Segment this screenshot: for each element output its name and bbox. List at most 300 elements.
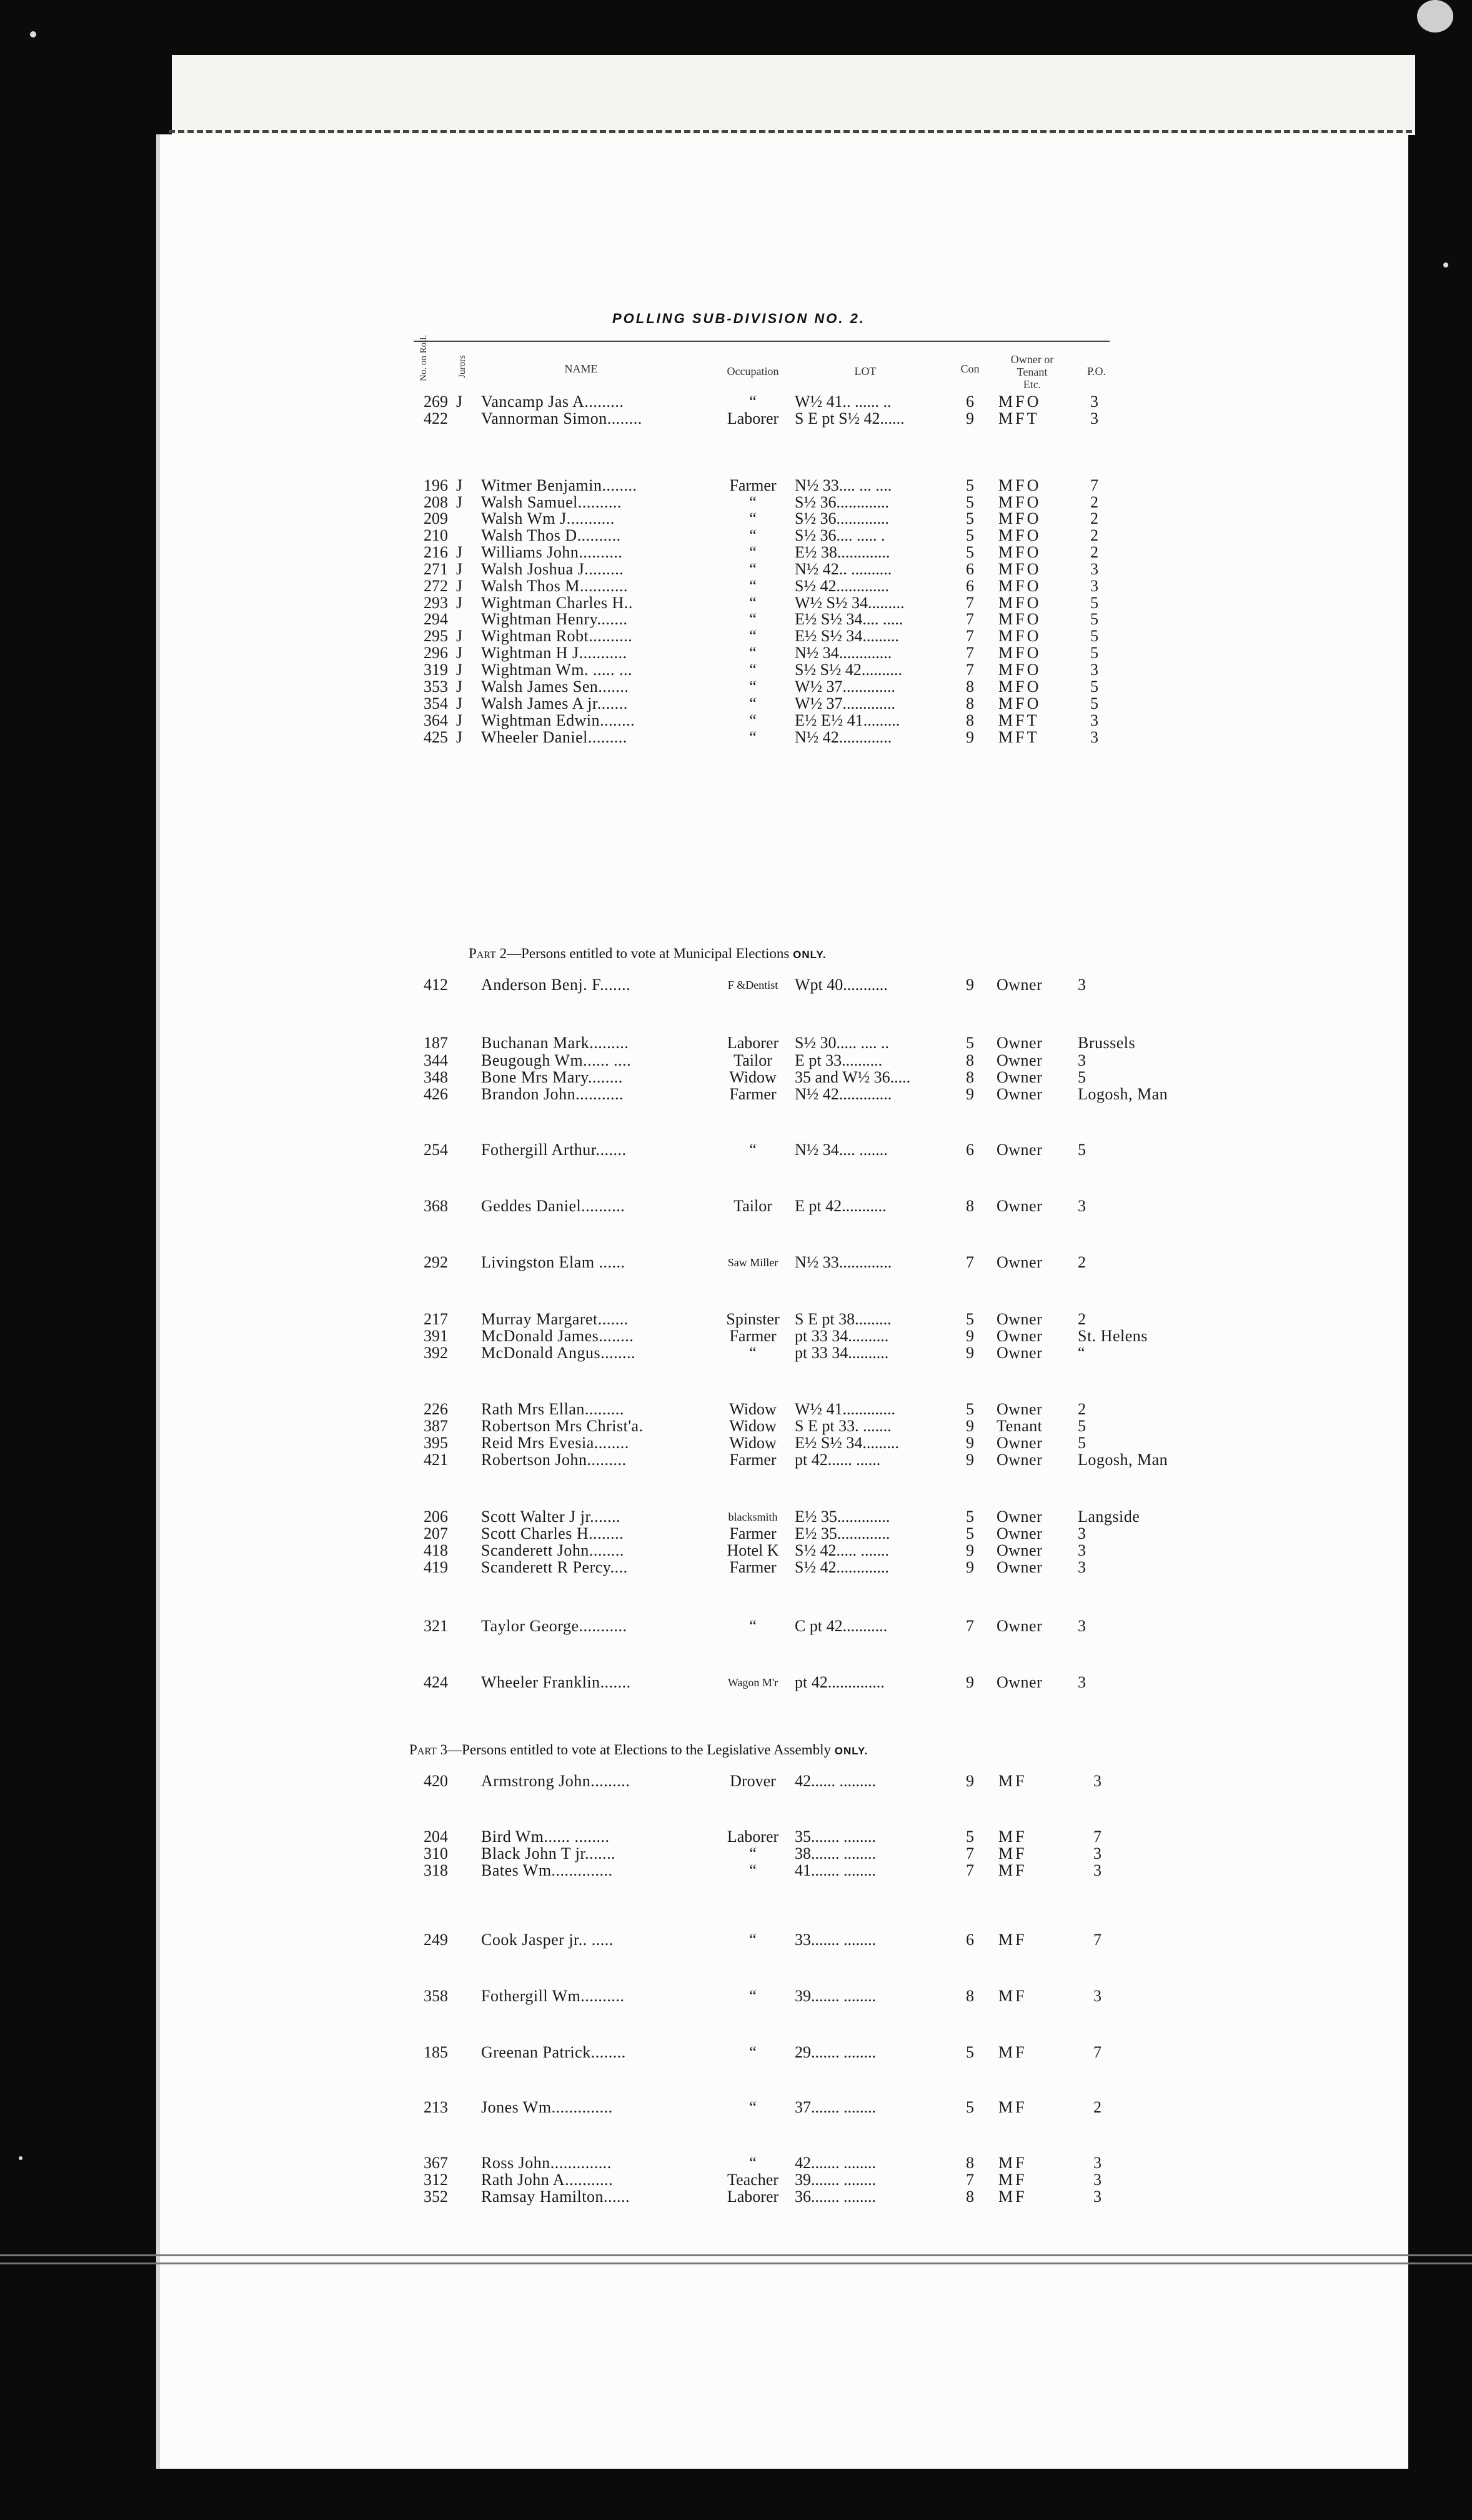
owner-status: MF <box>998 2098 1027 2116</box>
occupation: Widow <box>729 1434 777 1452</box>
occupation: “ <box>749 610 757 628</box>
part2-text: —Persons entitled to vote at Municipal Elections <box>507 946 790 961</box>
occupation: Widow <box>729 1417 777 1435</box>
voter-name: Robertson Mrs Christ'a. <box>481 1417 644 1435</box>
concession: 5 <box>966 526 974 544</box>
header-roll: No. on Roll. <box>419 334 429 381</box>
owner-status: MF <box>998 2188 1027 2206</box>
voter-row <box>0 527 1472 544</box>
occupation: “ <box>749 594 757 612</box>
concession: 7 <box>966 1844 974 1862</box>
voter-row <box>0 695 1472 712</box>
occupation: “ <box>749 577 757 595</box>
header-owner-2: Tenant <box>1017 366 1048 378</box>
owner-status: Owner <box>997 1558 1043 1576</box>
concession: 9 <box>966 1541 974 1559</box>
concession: 5 <box>966 1310 974 1328</box>
voter-row <box>0 1845 1472 1862</box>
post-office: 5 <box>1078 1141 1087 1159</box>
juror-mark: J <box>456 627 463 645</box>
concession: 6 <box>966 1931 974 1949</box>
concession: 5 <box>966 1524 974 1542</box>
header-name: NAME <box>564 362 598 375</box>
roll-number: 368 <box>424 1197 448 1215</box>
owner-status: MFO <box>998 493 1042 511</box>
post-office: 7 <box>1093 1931 1102 1949</box>
roll-number: 249 <box>424 1931 448 1949</box>
lot: S½ 42............. <box>795 577 889 595</box>
concession: 9 <box>966 1434 974 1452</box>
lot: S½ 30..... .... .. <box>795 1034 889 1052</box>
post-office: St. Helens <box>1078 1327 1148 1345</box>
post-office: 3 <box>1090 409 1098 428</box>
scan-artifact-line <box>0 2254 1472 2256</box>
owner-status: Owner <box>997 1034 1043 1052</box>
post-office: 7 <box>1093 2043 1102 2061</box>
voter-name: Cook Jasper jr.. ..... <box>481 1931 614 1949</box>
lot: 33....... ........ <box>795 1931 876 1949</box>
occupation: “ <box>749 1344 757 1362</box>
voter-row <box>0 628 1472 645</box>
occupation: Farmer <box>729 1327 777 1345</box>
lot: E pt 42........... <box>795 1197 887 1215</box>
roll-number: 310 <box>424 1844 448 1862</box>
voter-name: Walsh Joshua J......... <box>481 560 624 578</box>
occupation: “ <box>749 1987 757 2005</box>
voter-name: McDonald James........ <box>481 1327 634 1345</box>
owner-status: MF <box>998 1828 1027 1846</box>
owner-status: MFT <box>998 728 1040 746</box>
juror-mark: J <box>456 476 463 494</box>
roll-number: 272 <box>424 577 448 595</box>
owner-status: MF <box>998 1844 1027 1862</box>
post-office: 7 <box>1093 1828 1102 1846</box>
roll-number: 392 <box>424 1344 448 1362</box>
voter-row <box>0 1862 1472 1879</box>
concession: 9 <box>966 1772 974 1790</box>
concession: 9 <box>966 1344 974 1362</box>
concession: 5 <box>966 1034 974 1052</box>
lot: N½ 42............. <box>795 728 892 746</box>
roll-number: 387 <box>424 1417 448 1435</box>
lot: 29....... ........ <box>795 2043 876 2061</box>
roll-number: 295 <box>424 627 448 645</box>
scan-speck <box>1443 262 1448 268</box>
voter-row <box>0 1141 1472 1159</box>
occupation: Spinster <box>726 1310 780 1328</box>
voter-row <box>0 1828 1472 1846</box>
lot: W½ 41.. ...... .. <box>795 392 892 411</box>
post-office: 3 <box>1078 1524 1087 1542</box>
concession: 8 <box>966 694 974 712</box>
juror-mark: J <box>456 493 463 511</box>
roll-number: 269 <box>424 392 448 411</box>
juror-mark: J <box>456 560 463 578</box>
voter-name: Bates Wm.............. <box>481 1861 613 1879</box>
voter-name: Armstrong John......... <box>481 1772 630 1790</box>
occupation: “ <box>749 509 757 528</box>
concession: 9 <box>966 1327 974 1345</box>
post-office: 3 <box>1090 560 1098 578</box>
part2-heading <box>469 946 827 962</box>
occupation: Hotel K <box>727 1541 779 1559</box>
voter-row <box>0 1344 1472 1362</box>
voter-row <box>0 1508 1472 1526</box>
roll-number: 422 <box>424 409 448 428</box>
concession: 8 <box>966 2188 974 2206</box>
lot: pt 33 34.......... <box>795 1344 889 1362</box>
owner-status: Owner <box>997 1310 1043 1328</box>
voter-row <box>0 1069 1472 1086</box>
owner-status: MF <box>998 1931 1027 1949</box>
occupation: Laborer <box>727 1828 779 1846</box>
part2-label: Part 2 <box>469 946 507 961</box>
owner-status: MFO <box>998 392 1042 411</box>
roll-number: 353 <box>424 678 448 696</box>
concession: 6 <box>966 560 974 578</box>
post-office: 2 <box>1090 543 1098 561</box>
voter-name: Walsh Thos D.......... <box>481 526 621 544</box>
voter-row <box>0 1418 1472 1435</box>
occupation: Tailor <box>734 1197 772 1215</box>
post-office: 2 <box>1078 1310 1087 1328</box>
owner-status: Owner <box>997 1673 1043 1691</box>
voter-row <box>0 1618 1472 1635</box>
roll-number: 319 <box>424 661 448 679</box>
lot: C pt 42........... <box>795 1617 888 1635</box>
post-office: Langside <box>1078 1508 1140 1526</box>
voter-name: Wightman Robt.......... <box>481 627 633 645</box>
part2-only: ONLY. <box>793 949 827 961</box>
page-top-margin <box>172 55 1415 135</box>
occupation: Farmer <box>729 1524 777 1542</box>
roll-number: 364 <box>424 711 448 729</box>
post-office: 3 <box>1078 1673 1087 1691</box>
voter-name: Jones Wm.............. <box>481 2098 613 2116</box>
roll-number: 321 <box>424 1617 448 1635</box>
concession: 6 <box>966 392 974 411</box>
occupation: “ <box>749 728 757 746</box>
owner-status: MFO <box>998 610 1042 628</box>
roll-number: 196 <box>424 476 448 494</box>
post-office: 3 <box>1078 1617 1087 1635</box>
roll-number: 418 <box>424 1541 448 1559</box>
roll-number: 209 <box>424 509 448 528</box>
post-office: 3 <box>1093 2188 1102 2206</box>
lot: S½ 42............. <box>795 1558 889 1576</box>
owner-status: MF <box>998 2171 1027 2189</box>
post-office: Logosh, Man <box>1078 1451 1168 1469</box>
occupation: Wagon M'r <box>727 1676 778 1689</box>
voter-row <box>0 1931 1472 1949</box>
voter-name: Wightman Henry....... <box>481 610 628 628</box>
voter-row <box>0 1988 1472 2005</box>
lot: E½ 35............. <box>795 1508 890 1526</box>
post-office: 2 <box>1090 493 1098 511</box>
concession: 9 <box>966 976 974 994</box>
lot: 35....... ........ <box>795 1828 876 1846</box>
voter-name: Scott Walter J jr....... <box>481 1508 621 1526</box>
juror-mark: J <box>456 694 463 712</box>
owner-status: Owner <box>997 1617 1043 1635</box>
concession: 7 <box>966 1861 974 1879</box>
post-office: 3 <box>1078 1541 1087 1559</box>
occupation: “ <box>749 526 757 544</box>
voter-row <box>0 678 1472 696</box>
roll-number: 391 <box>424 1327 448 1345</box>
voter-row <box>0 976 1472 994</box>
roll-number: 358 <box>424 1987 448 2005</box>
post-office: 2 <box>1090 526 1098 544</box>
part3-heading <box>409 1742 868 1758</box>
owner-status: MFO <box>998 476 1042 494</box>
voter-name: Scanderett R Percy.... <box>481 1558 628 1576</box>
occupation: “ <box>749 1617 757 1635</box>
post-office: 3 <box>1078 1197 1087 1215</box>
scan-speck <box>30 31 36 38</box>
lot: E½ S½ 34......... <box>795 627 899 645</box>
voter-name: Witmer Benjamin........ <box>481 476 637 494</box>
voter-row <box>0 1311 1472 1328</box>
roll-number: 185 <box>424 2043 448 2061</box>
roll-number: 367 <box>424 2154 448 2172</box>
roll-number: 187 <box>424 1034 448 1052</box>
voter-name: Rath Mrs Ellan......... <box>481 1400 624 1418</box>
lot: pt 33 34.......... <box>795 1327 889 1345</box>
occupation: “ <box>749 392 757 411</box>
post-office: 3 <box>1078 976 1087 994</box>
owner-status: Owner <box>997 1197 1043 1215</box>
voter-row <box>0 393 1472 411</box>
voter-name: Walsh Wm J........... <box>481 509 615 528</box>
roll-number: 318 <box>424 1861 448 1879</box>
voter-name: Taylor George........... <box>481 1617 627 1635</box>
lot: S E pt 38......... <box>795 1310 892 1328</box>
voter-row <box>0 544 1472 561</box>
owner-status: MFO <box>998 644 1042 662</box>
concession: 5 <box>966 2043 974 2061</box>
voter-name: Scanderett John........ <box>481 1541 624 1559</box>
occupation: “ <box>749 678 757 696</box>
post-office: 3 <box>1093 1772 1102 1790</box>
roll-number: 207 <box>424 1524 448 1542</box>
owner-status: MFO <box>998 678 1042 696</box>
voter-row <box>0 594 1472 612</box>
occupation: Farmer <box>729 1085 777 1103</box>
post-office: 3 <box>1093 1844 1102 1862</box>
header-rule <box>414 341 1110 342</box>
voter-name: Murray Margaret....... <box>481 1310 629 1328</box>
roll-number: 208 <box>424 493 448 511</box>
owner-status: MF <box>998 2154 1027 2172</box>
roll-number: 293 <box>424 594 448 612</box>
owner-status: MFO <box>998 577 1042 595</box>
concession: 9 <box>966 1451 974 1469</box>
voter-row <box>0 1254 1472 1271</box>
concession: 5 <box>966 476 974 494</box>
owner-status: MFT <box>998 711 1040 729</box>
occupation: Farmer <box>729 1558 777 1576</box>
lot: pt 42.............. <box>795 1673 885 1691</box>
lot: S E pt 33. ....... <box>795 1417 892 1435</box>
roll-number: 354 <box>424 694 448 712</box>
voter-name: Wightman Wm. ..... ... <box>481 661 633 679</box>
concession: 8 <box>966 1197 974 1215</box>
perforation-line <box>169 130 1412 133</box>
occupation: Farmer <box>729 476 777 494</box>
concession: 9 <box>966 1673 974 1691</box>
juror-mark: J <box>456 661 463 679</box>
concession: 7 <box>966 610 974 628</box>
voter-name: Buchanan Mark......... <box>481 1034 629 1052</box>
voter-name: Fothergill Arthur....... <box>481 1141 627 1159</box>
lot: 42....... ........ <box>795 2154 876 2172</box>
occupation: “ <box>749 2098 757 2116</box>
roll-number: 210 <box>424 526 448 544</box>
juror-mark: J <box>456 711 463 729</box>
concession: 6 <box>966 1141 974 1159</box>
concession: 5 <box>966 509 974 528</box>
voter-name: Fothergill Wm.......... <box>481 1987 625 2005</box>
occupation: “ <box>749 644 757 662</box>
owner-status: Owner <box>997 1085 1043 1103</box>
owner-status: MFO <box>998 560 1042 578</box>
post-office: 2 <box>1090 509 1098 528</box>
owner-status: Owner <box>997 976 1043 994</box>
owner-status: MFO <box>998 526 1042 544</box>
occupation: “ <box>749 1861 757 1879</box>
lot: Wpt 40........... <box>795 976 888 994</box>
occupation: “ <box>749 560 757 578</box>
voter-row <box>0 2099 1472 2116</box>
post-office: Logosh, Man <box>1078 1085 1168 1103</box>
occupation: “ <box>749 1931 757 1949</box>
post-office: 5 <box>1078 1068 1087 1086</box>
juror-mark: J <box>456 577 463 595</box>
owner-status: MFO <box>998 694 1042 712</box>
post-office: 2 <box>1078 1400 1087 1418</box>
post-office: “ <box>1078 1344 1086 1362</box>
post-office: 3 <box>1093 2154 1102 2172</box>
owner-status: Owner <box>997 1434 1043 1452</box>
concession: 5 <box>966 1508 974 1526</box>
occupation: “ <box>749 1141 757 1159</box>
lot: S½ S½ 42.......... <box>795 661 902 679</box>
lot: 39....... ........ <box>795 1987 876 2005</box>
lot: N½ 34............. <box>795 644 892 662</box>
post-office: 5 <box>1078 1434 1087 1452</box>
roll-number: 226 <box>424 1400 448 1418</box>
voter-name: Walsh Thos M........... <box>481 577 628 595</box>
roll-number: 352 <box>424 2188 448 2206</box>
concession: 6 <box>966 577 974 595</box>
voter-name: Livingston Elam ...... <box>481 1253 625 1271</box>
header-occupation: Occupation <box>727 365 779 378</box>
voter-row <box>0 494 1472 511</box>
roll-number: 216 <box>424 543 448 561</box>
header-jurors: Jurors <box>457 355 467 378</box>
lot: 42...... ......... <box>795 1772 876 1790</box>
lot: 39....... ........ <box>795 2171 876 2189</box>
lot: N½ 42.. .......... <box>795 560 892 578</box>
lot: W½ S½ 34......... <box>795 594 905 612</box>
occupation: Farmer <box>729 1451 777 1469</box>
roll-number: 271 <box>424 560 448 578</box>
occupation: “ <box>749 493 757 511</box>
owner-status: MFO <box>998 627 1042 645</box>
owner-status: Owner <box>997 1344 1043 1362</box>
voter-name: Walsh James A jr....... <box>481 694 628 712</box>
post-office: Brussels <box>1078 1034 1136 1052</box>
roll-number: 425 <box>424 728 448 746</box>
voter-row <box>0 712 1472 729</box>
owner-status: Owner <box>997 1451 1043 1469</box>
occupation: Drover <box>730 1772 776 1790</box>
occupation: blacksmith <box>728 1511 778 1523</box>
voter-name: Wightman H J........... <box>481 644 627 662</box>
voter-name: Bird Wm...... ........ <box>481 1828 610 1846</box>
lot: N½ 33............. <box>795 1253 892 1271</box>
post-office: 7 <box>1090 476 1098 494</box>
occupation: Laborer <box>727 2188 779 2206</box>
concession: 8 <box>966 1051 974 1069</box>
concession: 8 <box>966 1068 974 1086</box>
concession: 9 <box>966 728 974 746</box>
scan-speck <box>1417 0 1453 32</box>
post-office: 5 <box>1090 594 1098 612</box>
concession: 8 <box>966 1987 974 2005</box>
concession: 7 <box>966 1253 974 1271</box>
voter-row <box>0 1401 1472 1418</box>
lot: S½ 36............. <box>795 493 889 511</box>
owner-status: Owner <box>997 1051 1043 1069</box>
roll-number: 204 <box>424 1828 448 1846</box>
owner-status: Owner <box>997 1068 1043 1086</box>
voter-name: Reid Mrs Evesia........ <box>481 1434 629 1452</box>
concession: 5 <box>966 543 974 561</box>
concession: 8 <box>966 711 974 729</box>
voter-row <box>0 611 1472 628</box>
voter-name: Walsh James Sen....... <box>481 678 629 696</box>
scan-artifact-line <box>0 2262 1472 2264</box>
owner-status: MF <box>998 1772 1027 1790</box>
voter-name: Wightman Edwin........ <box>481 711 635 729</box>
concession: 7 <box>966 627 974 645</box>
roll-number: 426 <box>424 1085 448 1103</box>
voter-name: Greenan Patrick........ <box>481 2043 626 2061</box>
roll-number: 296 <box>424 644 448 662</box>
occupation: “ <box>749 627 757 645</box>
voter-row <box>0 1434 1472 1452</box>
voter-name: Walsh Samuel.......... <box>481 493 622 511</box>
concession: 7 <box>966 1617 974 1635</box>
occupation: Widow <box>729 1400 777 1418</box>
voter-name: Robertson John......... <box>481 1451 627 1469</box>
voter-row <box>0 1451 1472 1469</box>
voter-row <box>0 1034 1472 1052</box>
occupation: Laborer <box>727 1034 779 1052</box>
voter-name: Wightman Charles H.. <box>481 594 633 612</box>
lot: S E pt S½ 42...... <box>795 409 905 428</box>
roll-number: 292 <box>424 1253 448 1271</box>
header-lot: LOT <box>854 365 877 378</box>
roll-number: 412 <box>424 976 448 994</box>
concession: 8 <box>966 2154 974 2172</box>
concession: 5 <box>966 493 974 511</box>
voter-row <box>0 729 1472 746</box>
owner-status: Tenant <box>997 1417 1043 1435</box>
juror-mark: J <box>456 594 463 612</box>
